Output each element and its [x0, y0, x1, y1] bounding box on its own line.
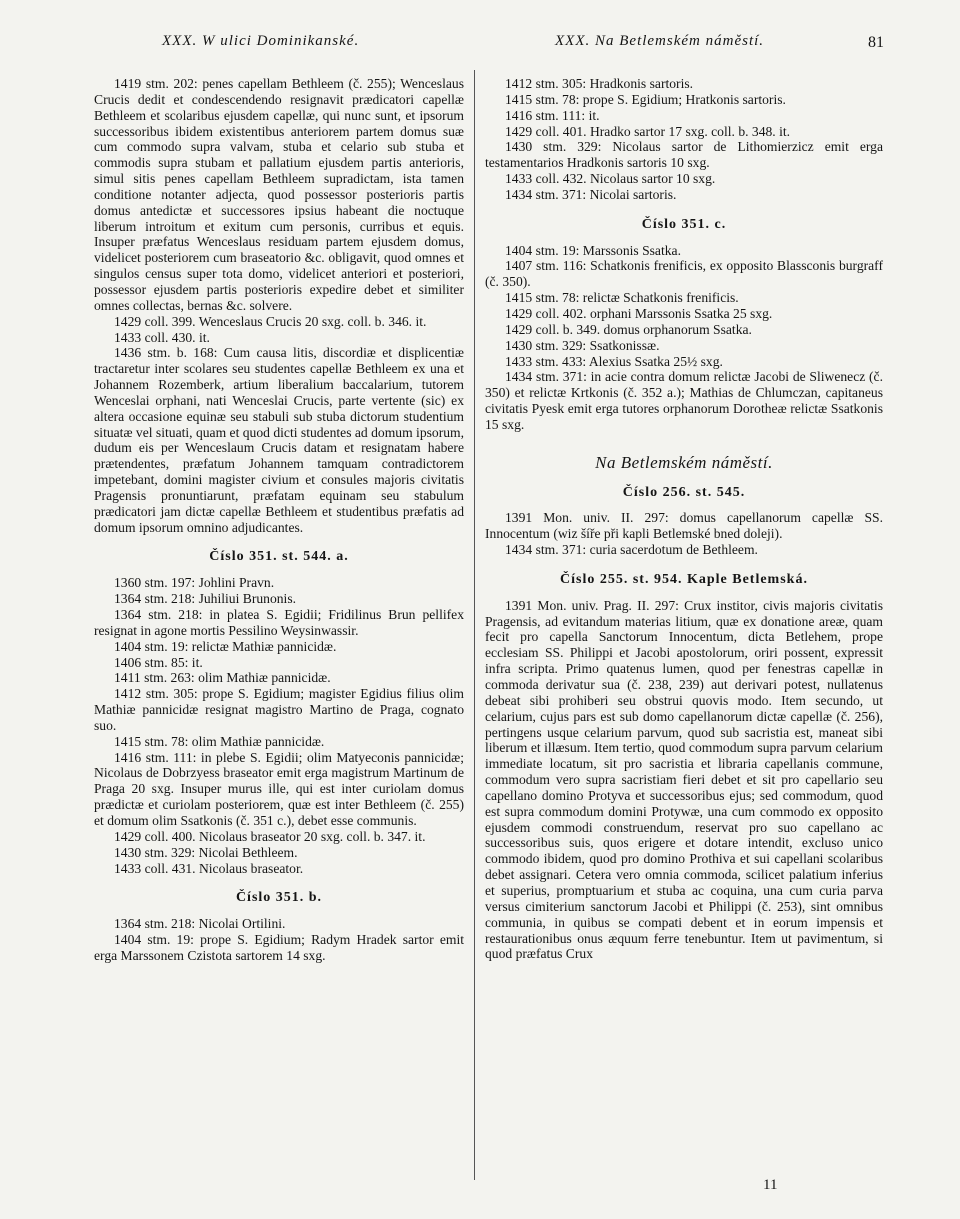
entry-paragraph: 1412 stm. 305: prope S. Egidium; magister Egidius filius olim Mathiæ pannicidæ resignat magistro Martino de Praga, cognato suo. [94, 686, 464, 733]
running-header-left: XXX. W ulici Dominikanské. [162, 33, 360, 49]
entry-paragraph: 1430 stm. 329: Nicolaus sartor de Lithomierzicz emit erga testamentarios Hradkonis sartoris 10 sxg. [485, 139, 883, 171]
section-heading: Číslo 351. st. 544. a. [209, 549, 349, 565]
entry-paragraph: 1415 stm. 78: olim Mathiæ pannicidæ. [114, 733, 325, 749]
entry-paragraph: 1364 stm. 218: Nicolai Ortilini. [114, 916, 286, 932]
entry-paragraph: 1360 stm. 197: Johlini Pravn. [114, 575, 275, 591]
entry-paragraph: 1429 coll. 401. Hradko sartor 17 sxg. coll. b. 348. it. [505, 123, 791, 139]
section-heading: Číslo 256. st. 545. [622, 484, 746, 500]
entry-paragraph: 1406 stm. 85: it. [114, 654, 203, 670]
entry-paragraph: 1415 stm. 78: prope S. Egidium; Hratkonis sartoris. [505, 91, 786, 107]
entry-paragraph: 1430 stm. 329: Ssatkonissæ. [505, 337, 660, 353]
section-heading: Číslo 255. st. 954. Kaple Betlemská. [560, 571, 808, 587]
entry-paragraph: 1416 stm. 111: it. [505, 107, 600, 123]
entry-paragraph: 1391 Mon. univ. II. 297: domus capellanorum capellæ SS. Innocentum (wiz šíře při kapli Betlemské bned doleji). [485, 510, 883, 542]
place-heading: Na Betlemském náměstí. [595, 452, 773, 472]
column-divider [474, 70, 475, 1180]
entry-paragraph: 1433 stm. 433: Alexius Ssatka 25½ sxg. [505, 353, 723, 369]
entry-paragraph: 1433 coll. 430. it. [114, 329, 210, 345]
entry-paragraph: 1404 stm. 19: relictæ Mathiæ pannicidæ. [114, 638, 337, 654]
running-header-right: XXX. Na Betlemském náměstí. [555, 33, 765, 49]
entry-paragraph: 1416 stm. 111: in plebe S. Egidii; olim Matyeconis pannicidæ; Nicolaus de Dobrzyess braseator emit erga magistrum Martinum de Praga 20 sxg. Insuper murus ille, qui est inter curiolam domus prædictæ et curiolam posteriorem, quæ est inter Bethleem (č. 255) et domum olim Ssatkonis (č. 351 c.), debet esse communis. [94, 749, 464, 828]
section-heading: Číslo 351. c. [641, 216, 727, 232]
entry-paragraph: 1404 stm. 19: prope S. Egidium; Radym Hradek sartor emit erga Marssonem Czistota sartorem 14 sxg. [94, 932, 464, 963]
entry-paragraph: 1411 stm. 263: olim Mathiæ pannicidæ. [114, 670, 331, 686]
entry-paragraph: 1436 stm. b. 168: Cum causa litis, discordiæ et displicentiæ tractaretur inter scolares seu studentes capellæ Bethleem ex una et Johannem Rozemberk, artium liberalium baccalarium, tutorem Wenceslai orphani, nati Wenceslai Crucis, parte vertente (sic) ex altera occasione equinæ seu stabuli sub stuba dictorum studentium situatæ vel situati, quam et quod dicti studentes ad domum ipsorum, dudum eis per Wenceslaum Crucis datam et resignatam habere prætendentes, præfatum Johannem tamquam contradictorem impetebant, domini magister civium et consules majoris civitatis Pragensis pronuntiarunt, præfatam equinam seu stabulum prædicatori jam dictæ capellæ Bethleem et studentibus præfatis ad domum ipsorum omnino adjudicantes. [94, 345, 465, 535]
entry-paragraph: 1430 stm. 329: Nicolai Bethleem. [114, 844, 298, 860]
entry-paragraph: 1407 stm. 116: Schatkonis frenificis, ex opposito Blassconis burgraff (č. 350). [485, 258, 883, 290]
entry-paragraph: 1433 coll. 432. Nicolaus sartor 10 sxg. [505, 171, 716, 187]
entry-paragraph: 1429 coll. 400. Nicolaus braseator 20 sxg. coll. b. 347. it. [114, 828, 426, 844]
entry-paragraph: 1434 stm. 371: in acie contra domum relictæ Jacobi de Sliwenecz (č. 350) et relictæ Krtkonis (č. 352 a.); Mathias de Chlumczan, capitaneus civitatis Pyesk emit erga tutores orphanorum Dorotheæ relictæ Ssatkonis 15 sxg. [485, 369, 883, 432]
entry-paragraph: 1364 stm. 218: Juhiliui Brunonis. [114, 591, 297, 607]
page-number: 81 [868, 34, 884, 51]
entry-paragraph: 1364 stm. 218: in platea S. Egidii; Fridilinus Brun pellifex resignat in agone mortis Pessilino Weysinwassir. [94, 607, 464, 638]
entry-paragraph: 1404 stm. 19: Marssonis Ssatka. [505, 242, 681, 258]
entry-paragraph: 1429 coll. 402. orphani Marssonis Ssatka 25 sxg. [505, 305, 773, 321]
entry-paragraph: 1415 stm. 78: relictæ Schatkonis frenificis. [505, 290, 739, 306]
entry-paragraph: 1391 Mon. univ. Prag. II. 297: Crux institor, civis majoris civitatis Pragensis, ad evitandum materias litium, quæ ex donatione areæ, quam fecit pro capella Sanctorum Innocentum, dicta Betlehem, prope ecclesiam SS. Philippi et Jacobi apostolorum, oriri possent, expressit infra scripta. Primo quatenus lumen, quod per fenestras capellæ in commoda derivatur sua (č. 238, 239) aut derivari potest, nullatenus debeat sibi prohiberi seu obstrui quovis modo. Item secundo, ut celarium, cujus pars est sub domo capellanorum dictæ capellæ (č. 256), pertingens usque celarium parvum, quod sub sacristia est, maneat sibi liberum et illæsum. Item tertio, quod commodum supra parvum celarium immediate locatum, sit pro sacristia et libraria capellanis commune, commodum vero supra sacristiam fieri debet et sit pro capellario seu capellano domino Protyva et successoribus ejus; sed commodum, quod est supra commodum domini Protywæ, una cum commodo ex opposito ejusdem commodi construendum, reservat pro suo capellano ac successoribus suis, quos erigere et dotare intendit, excluso unico commodo ibidem, quod pro domino Prothiva et sui capellani scolaribus debet assignari. Cetera vero omnia commoda, scilicet palatium inferius et superius, promptuarium et stuba ac coquina, una cum curia parva versus cimiterium sanctorum Jacobi et Philippi (č. 253), sint omnibus communia, in quibus se compati debent et in eorum impensis et restaurationibus onus æquum ferre tenebuntur. Item ut pavimentum, si quod præfatus Crux [485, 597, 883, 962]
left-text-column [94, 76, 464, 964]
entry-paragraph: 1412 stm. 305: Hradkonis sartoris. [505, 76, 694, 91]
section-heading: Číslo 351. b. [235, 890, 323, 906]
entry-paragraph: 1419 stm. 202: penes capellam Bethleem (č. 255); Wenceslaus Crucis dedit et condescendendo resignavit prædicatori capellæ Bethleem et scolaribus ejusdem capellæ, qui nunc sunt, et ipsorum successoribus ibidem existentibus anteriorem partem domus suæ cum commodo supra valvam, stuba et celario sub stuba et commodis supra stubam et pallatium ejusdem partis anterioris, simul sitis penes capellam Bethleem supradictam, ista tamen conditione notanter adjecta, quod possessor posterioris partis domus antedictæ et successores ipsius habeant die noctuque liberum introitum et exitum cum personis, curribus et equis. Insuper præfatus Wenceslaus residuam partem ejusdem domus, videlicet posteriorem cum braseatorio &c. obligavit, quod omnes et singulos census super tota domo, videlicet anteriori et posteriori, possessor ejusdem partis posterioris expedire debet et similiter omnes collectas, bernas &c. solvere. [94, 76, 464, 313]
entry-paragraph: 1434 stm. 371: Nicolai sartoris. [505, 186, 677, 202]
entry-paragraph: 1429 coll. 399. Wenceslaus Crucis 20 sxg. coll. b. 346. it. [114, 313, 427, 329]
right-text-column [485, 76, 883, 962]
printer-signature: 11 [763, 1177, 778, 1193]
entry-paragraph: 1433 coll. 431. Nicolaus braseator. [114, 860, 304, 876]
entry-paragraph: 1429 coll. b. 349. domus orphanorum Ssatka. [505, 321, 752, 337]
entry-paragraph: 1434 stm. 371: curia sacerdotum de Bethleem. [505, 542, 758, 558]
